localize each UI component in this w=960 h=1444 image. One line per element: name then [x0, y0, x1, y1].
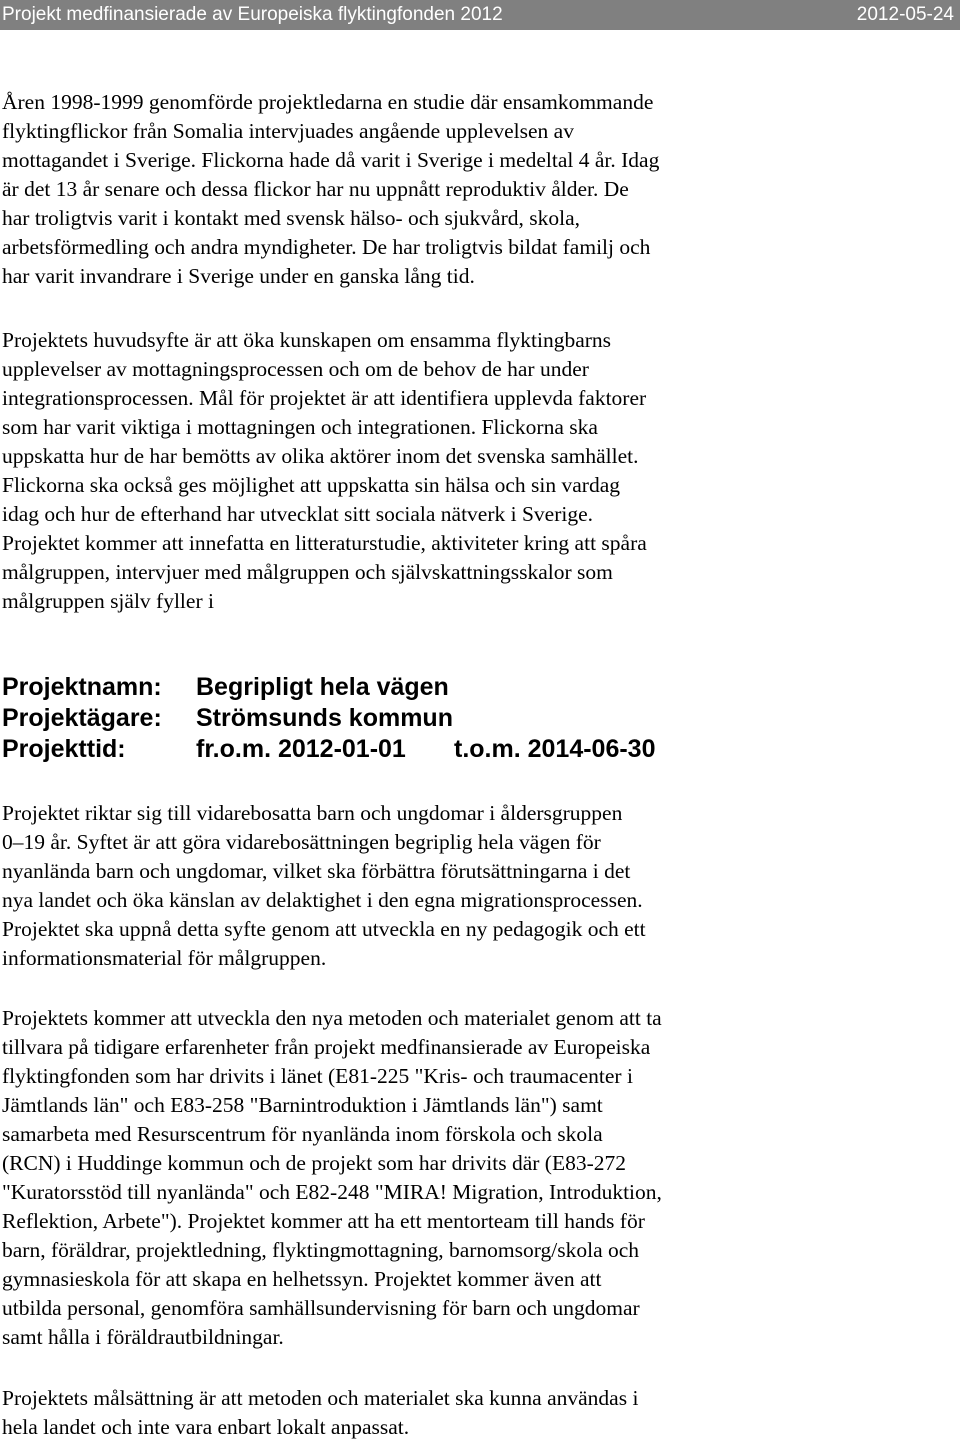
text-line: Projektets huvudsyfte är att öka kunskapen om ensamma flyktingbarns	[2, 328, 612, 352]
text-line: arbetsförmedling och andra myndigheter. De har troligtvis bildat familj och	[2, 235, 651, 259]
text-line: Jämtlands län" och E83-258 "Barnintroduktion i Jämtlands län") samt	[2, 1093, 603, 1117]
text-line: nyanlända barn och ungdomar, vilket ska förbättra förutsättningarna i det	[2, 859, 631, 883]
text-line: är det 13 år senare och dessa flickor har nu uppnått reproduktiv ålder. De	[2, 177, 629, 201]
project-time-to: t.o.m. 2014-06-30	[454, 735, 656, 763]
text-line: Projektet kommer att innefatta en litteraturstudie, aktiviteter kring att spåra	[2, 531, 647, 555]
text-line: flyktingfonden som har drivits i länet (E81-225 "Kris- och traumacenter i	[2, 1064, 633, 1088]
text-line: mottagandet i Sverige. Flickorna hade då varit i Sverige i medeltal 4 år. Idag	[2, 148, 660, 172]
text-line: informationsmaterial för målgruppen.	[2, 946, 327, 970]
text-line: uppskatta hur de har bemötts av olika aktörer inom det svenska samhället.	[2, 444, 639, 468]
header-title: Projekt medfinansierade av Europeiska flyktingfonden 2012	[2, 4, 503, 25]
header-date: 2012-05-24	[856, 4, 954, 25]
project-time-from: fr.o.m. 2012-01-01	[196, 735, 406, 763]
text-line: samt hålla i föräldrautbildningar.	[2, 1325, 284, 1349]
text-line: som har varit viktiga i mottagningen och integrationen. Flickorna ska	[2, 415, 598, 439]
text-line: gymnasieskola för att skapa en helhetssyn. Projektet kommer även att	[2, 1267, 602, 1291]
text-line: "Kuratorsstöd till nyanlända" och E82-248 "MIRA! Migration, Introduktion,	[2, 1180, 662, 1204]
text-line: utbilda personal, genomföra samhällsundervisning för barn och ungdomar	[2, 1296, 640, 1320]
paragraph-intro	[2, 88, 957, 291]
text-line: har varit invandrare i Sverige under en ganska lång tid.	[2, 264, 475, 288]
project-owner-label: Projektägare:	[2, 704, 162, 732]
text-line: samarbeta med Resurscentrum för nyanlända inom förskola och skola	[2, 1122, 603, 1146]
paragraph-purpose	[2, 326, 957, 616]
paragraph-method	[2, 1004, 957, 1352]
text-line: Flickorna ska också ges möjlighet att uppskatta sin hälsa och sin vardag	[2, 473, 620, 497]
text-line: barn, föräldrar, projektledning, flyktingmottagning, barnomsorg/skola och	[2, 1238, 640, 1262]
project-name-value: Begripligt hela vägen	[196, 673, 449, 701]
text-line: Projektet ska uppnå detta syfte genom att utveckla en ny pedagogik och ett	[2, 917, 646, 941]
text-line: idag och hur de efterhand har utvecklat sitt sociala nätverk i Sverige.	[2, 502, 594, 526]
project-owner-value: Strömsunds kommun	[196, 704, 453, 732]
text-line: Reflektion, Arbete"). Projektet kommer att ha ett mentorteam till hands för	[2, 1209, 645, 1233]
text-line: Projektet riktar sig till vidarebosatta barn och ungdomar i åldersgruppen	[2, 801, 623, 825]
text-line: integrationsprocessen. Mål för projektet är att identifiera upplevda faktorer	[2, 386, 647, 410]
paragraph-goal	[2, 1384, 957, 1442]
text-line: tillvara på tidigare erfarenheter från projekt medfinansierade av Europeiska	[2, 1035, 651, 1059]
text-line: Projektets kommer att utveckla den nya metoden och materialet genom att ta	[2, 1006, 662, 1030]
project-name-label: Projektnamn:	[2, 673, 162, 701]
text-line: upplevelser av mottagningsprocessen och om de behov de har under	[2, 357, 589, 381]
text-line: målgruppen själv fyller i	[2, 589, 214, 613]
paragraph-target	[2, 799, 957, 973]
text-line: målgruppen, intervjuer med målgruppen och självskattningsskalor som	[2, 560, 613, 584]
project-time-label: Projekttid:	[2, 735, 126, 763]
text-line: nya landet och öka känslan av delaktighet i den egna migrationsprocessen.	[2, 888, 643, 912]
text-line: Projektets målsättning är att metoden och materialet ska kunna användas i	[2, 1386, 639, 1410]
text-line: flyktingflickor från Somalia intervjuades angående upplevelsen av	[2, 119, 574, 143]
text-line: 0–19 år. Syftet är att göra vidarebosättningen begriplig hela vägen för	[2, 830, 601, 854]
text-line: (RCN) i Huddinge kommun och de projekt som har drivits där (E83-272	[2, 1151, 626, 1175]
text-line: hela landet och inte vara enbart lokalt anpassat.	[2, 1415, 410, 1439]
page-header	[0, 0, 960, 30]
text-line: har troligtvis varit i kontakt med svensk hälso- och sjukvård, skola,	[2, 206, 581, 230]
text-line: Åren 1998-1999 genomförde projektledarna en studie där ensamkommande	[2, 90, 654, 114]
